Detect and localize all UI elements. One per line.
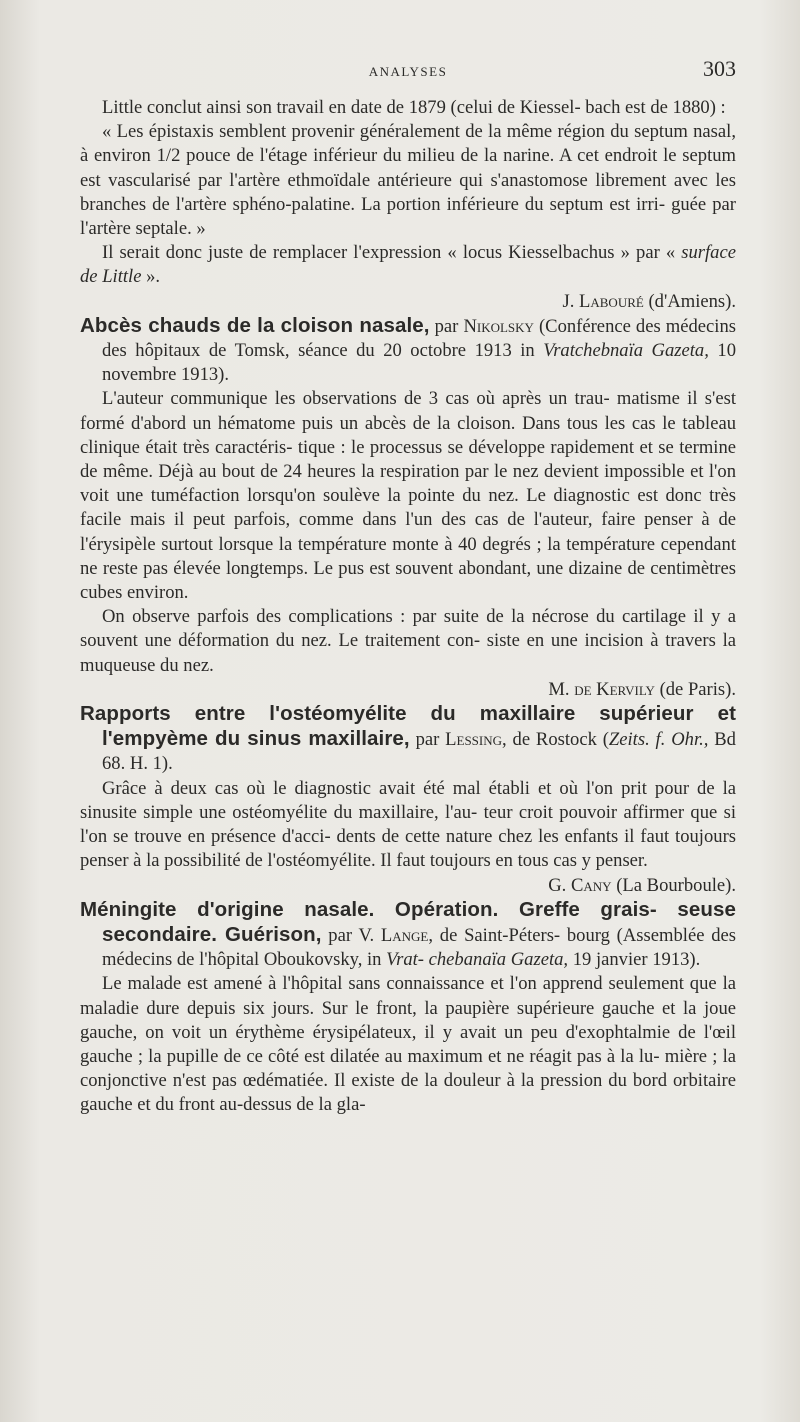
entry-source-italic: Zeits. f. Ohr., — [608, 729, 709, 751]
signature-place: (d'Amiens). — [643, 290, 736, 312]
entry-title: Rapports entre l'ostéomyélite du maxillaire supérieur et l'empyème du sinus maxillaire, — [80, 702, 736, 751]
signature-name: de Kervily — [574, 678, 655, 700]
signature-name: Cany — [570, 874, 612, 896]
entry-source: (Conférence des médecins des hôpitaux de Tomsk, séance du 20 octobre 1913 in — [102, 315, 736, 362]
entry-source-italic: Vrat- chebanaïa Gazeta, — [386, 949, 569, 971]
signature — [80, 678, 736, 702]
entry-source: Bd 68. H. 1). — [102, 729, 736, 775]
entry-heading — [80, 314, 736, 388]
text-run: par — [429, 315, 464, 337]
signature — [80, 290, 736, 314]
page-text — [80, 96, 736, 1118]
paragraph: L'auteur communique les observations de 3 cas où après un trau- matisme il s'est formé d'abord un hématome puis un abcès de la cloison. Dans tous les cas le tableau clinique était très caractéris- tique : le processus se développe rapidement et se termine de même. Déjà au bout de 24 heures la respiration par le nez devient impossible et l'on voit une tuméfaction lorsqu'on soulève la pointe du nez. Le diagnostic est donc très facile mais il peut parfois, comme dans l'un des cas de l'auteur, faire penser à de l'érysipèle surtout lorsque la température monte à 40 degrés ; la température cependant ne reste pas élevée longtemps. Le pus est souvent abondant, une dizaine de centimètres cubes environ. — [80, 388, 736, 604]
signature — [80, 874, 736, 898]
entry-author: Nikolsky — [463, 315, 534, 337]
paragraph: Le malade est amené à l'hôpital sans connaissance et l'on apprend seulement que la maladie dure depuis six jours. Sur le front, la paupière supérieure gauche et la joue gauche, on voit un érythème érysipélateux, il y avait un peu d'exophtalmie de l'œil gauche ; la pupille de ce côté est dilatée au maximum et ne réagit pas à la lu- mière ; la conjonctive n'est pas œdématiée. Il existe de la douleur à la pression du bord orbitaire gauche et du front au-dessus de la gla- — [80, 973, 736, 1116]
entry-heading — [80, 702, 736, 777]
entry-source-italic: Vratchebnaïa Gazeta, — [543, 340, 709, 362]
text-run: Il serait donc juste de remplacer l'expression « locus Kiesselbachus » par « — [102, 242, 682, 264]
entry-title: Abcès chauds de la cloison nasale, — [80, 313, 430, 337]
page-number: 303 — [703, 56, 736, 81]
quotation: « Les épistaxis semblent provenir généralement de la même région du septum nasal, à environ 1/2 pouce de l'étage inférieur du milieu de la narine. A cet endroit le septum est vascularisé par l'artère ethmoïdale antérieure qui s'anastomose librement avec les branches de l'artère sphéno-palatine. La portion inférieure du septum est irri- guée par l'artère septale. » — [80, 121, 736, 240]
paragraph: Grâce à deux cas où le diagnostic avait été mal établi et où l'on prit pour de la sinusite simple une ostéomyélite du maxillaire, l'au- teur croit pouvoir affirmer que si l'on se trouve en présence d'acci- dents de cette nature chez les enfants il faut toujours penser à la possibilité de l'ostéomyélite. Il faut toujours en tous cas y penser. — [80, 777, 736, 872]
italic-text: surface de Little — [80, 242, 736, 288]
running-head — [80, 56, 736, 86]
signature-name: Labouré — [579, 290, 644, 312]
entry-author: Lessing — [445, 729, 503, 751]
entry-source: , de Rostock ( — [502, 729, 609, 751]
text-run: par — [409, 729, 446, 751]
signature-initial: J. — [562, 290, 580, 312]
signature-initial: M. — [548, 678, 575, 700]
entry-source: 10 novembre 1913). — [102, 340, 736, 386]
entry-source: 19 janvier 1913). — [568, 949, 701, 971]
paragraph — [80, 241, 736, 289]
signature-place: (La Bourboule). — [611, 874, 736, 896]
entry-heading — [80, 898, 736, 973]
signature-place: (de Paris). — [654, 678, 736, 700]
signature-initial: G. — [548, 874, 571, 896]
entry-title: Méningite d'origine nasale. Opération. Greffe grais- seuse secondaire. Guérison, — [80, 897, 736, 946]
text-run: ». — [141, 266, 161, 288]
entry-source: , de Saint-Péters- bourg (Assemblée des médecins de l'hôpital Oboukovsky, in — [102, 924, 736, 971]
running-title: ANALYSES — [368, 64, 448, 79]
text-run: par V. — [321, 924, 381, 946]
paragraph: On observe parfois des complications : par suite de la nécrose du cartilage il y a souvent une déformation du nez. Le traitement con- siste en une incision à travers la muqueuse du nez. — [80, 606, 736, 676]
entry-author: Lange — [380, 924, 429, 946]
paragraph: Little conclut ainsi son travail en date de 1879 (celui de Kiessel- bach est de 1880) : — [102, 97, 726, 118]
